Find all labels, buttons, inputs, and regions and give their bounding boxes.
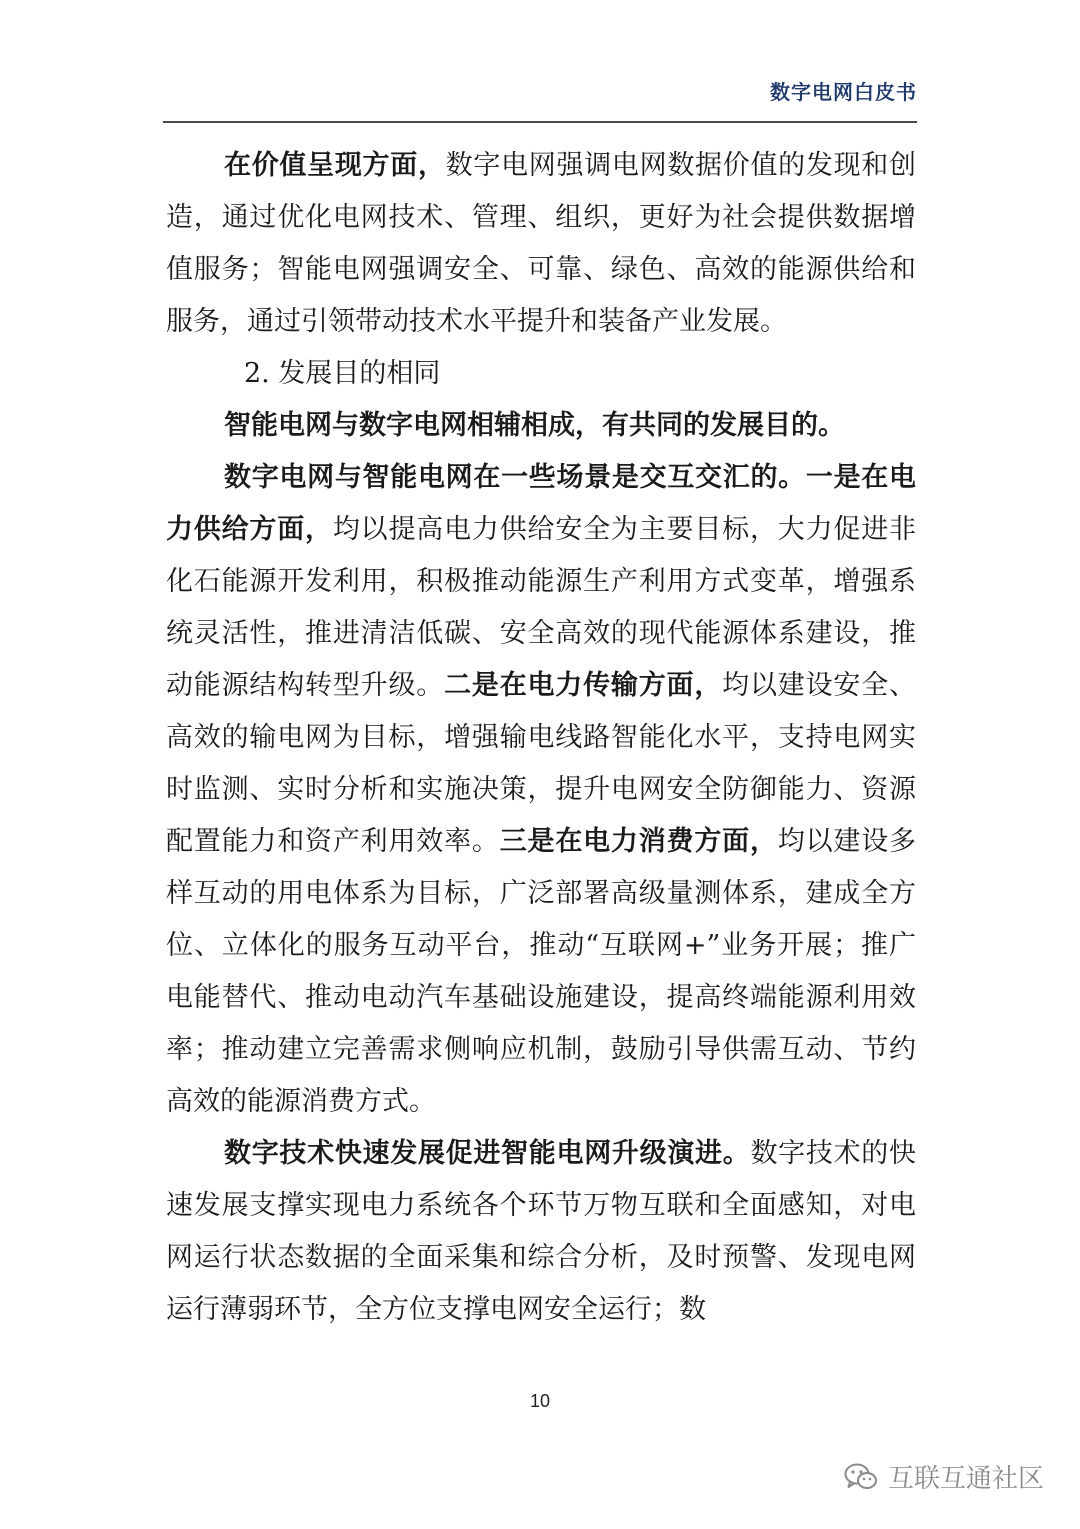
watermark-text: 互联互通社区 — [887, 1464, 1044, 1494]
paragraph-text-consumption: 均以建设多样互动的用电体系为目标，广泛部署高级量测体系，建成全方位、立体化的服务互动平台，推动“互联网+”业务开展；推广电能替代、推动电动汽车基础设施建设，提高终端能源利用效率；推动建立完善需求侧响应机制，鼓励引导供需互动、节约高效的能源消费方式。 — [166, 826, 917, 1117]
paragraph-lead-transmission: 二是在电力传输方面， — [444, 670, 723, 701]
paragraph-lead-consumption: 三是在电力消费方面， — [499, 826, 778, 857]
section-heading: 2. 发展目的相同 — [244, 358, 441, 389]
paragraph-text: 数字技术的快速发展支撑实现电力系统各个环节万物互联和全面感知，对电网运行状态数据的全面采集和综合分析，及时预警、发现电网运行薄弱环节，全方位支撑电网安全运行；数 — [166, 1138, 917, 1325]
watermark — [844, 1458, 1044, 1495]
paragraph-text-supply: 均以提高电力供给安全为主要目标，大力促进非化石能源开发利用，积极推动能源生产利用方式变革，增强系统灵活性，推进清洁低碳、安全高效的现代能源体系建设，推动能源结构转型升级。 — [166, 514, 917, 701]
paragraph-value-presentation — [166, 140, 916, 348]
header-divider — [163, 121, 917, 123]
document-header-title: 数字电网白皮书 — [770, 80, 917, 104]
paragraph-common-purpose: 智能电网与数字电网相辅相成，有共同的发展目的。 — [224, 410, 845, 441]
paragraph-digital-technology — [166, 1128, 916, 1336]
paragraph-text: 数字电网强调电网数据价值的发现和创造，通过优化电网技术、管理、组织，更好为社会提供数据增值服务；智能电网强调安全、可靠、绿色、高效的能源供给和服务，通过引领带动技术水平提升和装备产业发展。 — [166, 150, 917, 337]
paragraph-lead: 在价值呈现方面， — [224, 150, 446, 181]
paragraph-lead: 数字技术快速发展促进智能电网升级演进。 — [224, 1138, 751, 1169]
wechat-icon — [844, 1463, 878, 1491]
document-body — [166, 140, 916, 1336]
paragraph-lead-supply: 数字电网与智能电网在一些场景是交互交汇的。一是在电力供给方面， — [166, 462, 916, 545]
page-number: 10 — [529, 1391, 551, 1411]
paragraph-intersection-scenarios — [166, 452, 916, 1128]
paragraph-text-transmission: 均以建设安全、高效的输电网为目标，增强输电线路智能化水平，支持电网实时监测、实时分析和实施决策，提升电网安全防御能力、资源配置能力和资产利用效率。 — [166, 670, 917, 857]
